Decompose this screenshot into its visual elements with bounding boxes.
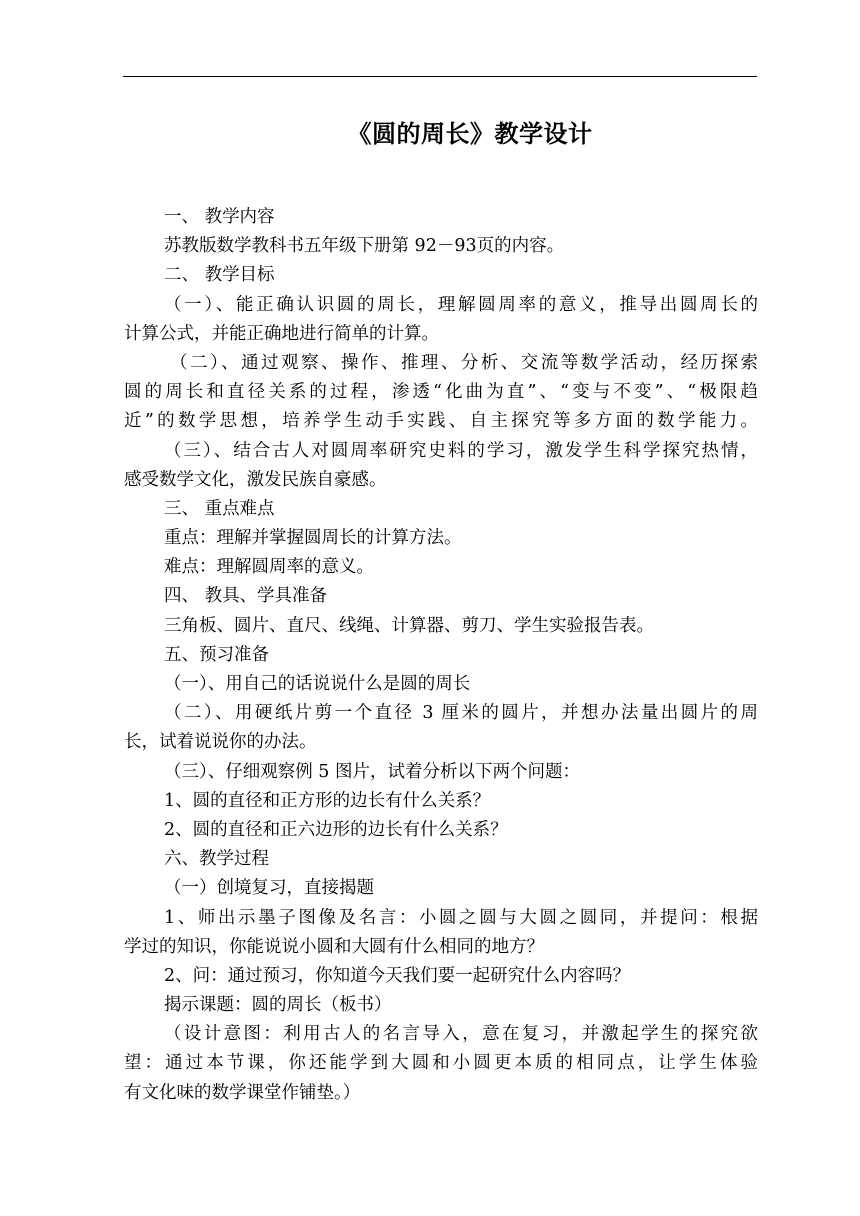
list-item: 2、圆的直径和正六边形的边长有什么关系？	[164, 819, 508, 840]
paragraph-line: 2、问：通过预习，你知道今天我们要一起研究什么内容吗？	[164, 965, 631, 986]
paragraph-line: （设计意图：利用古人的名言导入，意在复习，并激起学生的探究欲	[164, 1024, 758, 1045]
paragraph-line: 揭示课题：圆的周长（板书）	[164, 995, 392, 1016]
page-title: 《圆的周长》教学设计	[347, 119, 593, 148]
section-heading-preview: 五、预习准备	[164, 644, 269, 665]
paragraph-line: （一）、用自己的话说说什么是圆的周长	[164, 674, 471, 694]
paragraph-line: 圆的周长和直径关系的过程，渗透“化曲为直”、“变与不变”、“极限趋	[124, 382, 758, 403]
paragraph-line: 计算公式，并能正确地进行简单的计算。	[124, 323, 439, 344]
section-heading-keypoints: 三、 重点难点	[164, 498, 275, 519]
paragraph-line: （三）、仔细观察例 5 图片，试着分析以下两个问题：	[164, 761, 581, 782]
paragraph-line: 1、师出示墨子图像及名言：小圆之圆与大圆之圆同，并提问：根据	[164, 907, 758, 928]
paragraph-line: 学过的知识，你能说说小圆和大圆有什么相同的地方？	[124, 936, 544, 957]
paragraph-line: 望：通过本节课，你还能学到大圆和小圆更本质的相同点，让学生体验	[124, 1053, 758, 1074]
paragraph-line: 三角板、圆片、直尺、线绳、计算器、剪刀、学生实验报告表。	[164, 615, 654, 636]
header-rule	[123, 76, 757, 77]
paragraph-line: 有文化味的数学课堂作铺垫。）	[124, 1082, 361, 1103]
paragraph-line: （二）、用硬纸片剪一个直径 3 厘米的圆片，并想办法量出圆片的周	[164, 703, 758, 724]
section-heading-materials: 四、 教具、学具准备	[164, 586, 328, 607]
paragraph-line: 苏教版数学教科书五年级下册第 92－93页的内容。	[164, 236, 565, 257]
section-heading-process: 六、教学过程	[164, 849, 269, 870]
section-heading-goals: 二、 教学目标	[164, 265, 275, 286]
paragraph-line: 近”的数学思想，培养学生动手实践、自主探究等多方面的数学能力。	[124, 411, 758, 432]
document-body	[124, 203, 758, 1108]
list-item: 1、圆的直径和正方形的边长有什么关系？	[164, 790, 491, 811]
paragraph-line: 重点：理解并掌握圆周长的计算方法。	[164, 528, 462, 549]
section-heading-content: 一、 教学内容	[164, 207, 275, 227]
subsection-heading: （一）创境复习，直接揭题	[164, 878, 374, 899]
paragraph-line: 长，试着说说你的办法。	[124, 732, 317, 753]
paragraph-line: （一）、能正确认识圆的周长，理解圆周率的意义，推导出圆周长的	[164, 294, 758, 315]
paragraph-line: 难点：理解圆周率的意义。	[164, 557, 374, 578]
paragraph-line: 感受数学文化，激发民族自豪感。	[124, 469, 387, 490]
paragraph-line: （二）、通过观察、操作、推理、分析、交流等数学活动，经历探索	[170, 352, 758, 373]
paragraph-line: （三）、结合古人对圆周率研究史料的学习，激发学生科学探究热情，	[164, 440, 758, 461]
